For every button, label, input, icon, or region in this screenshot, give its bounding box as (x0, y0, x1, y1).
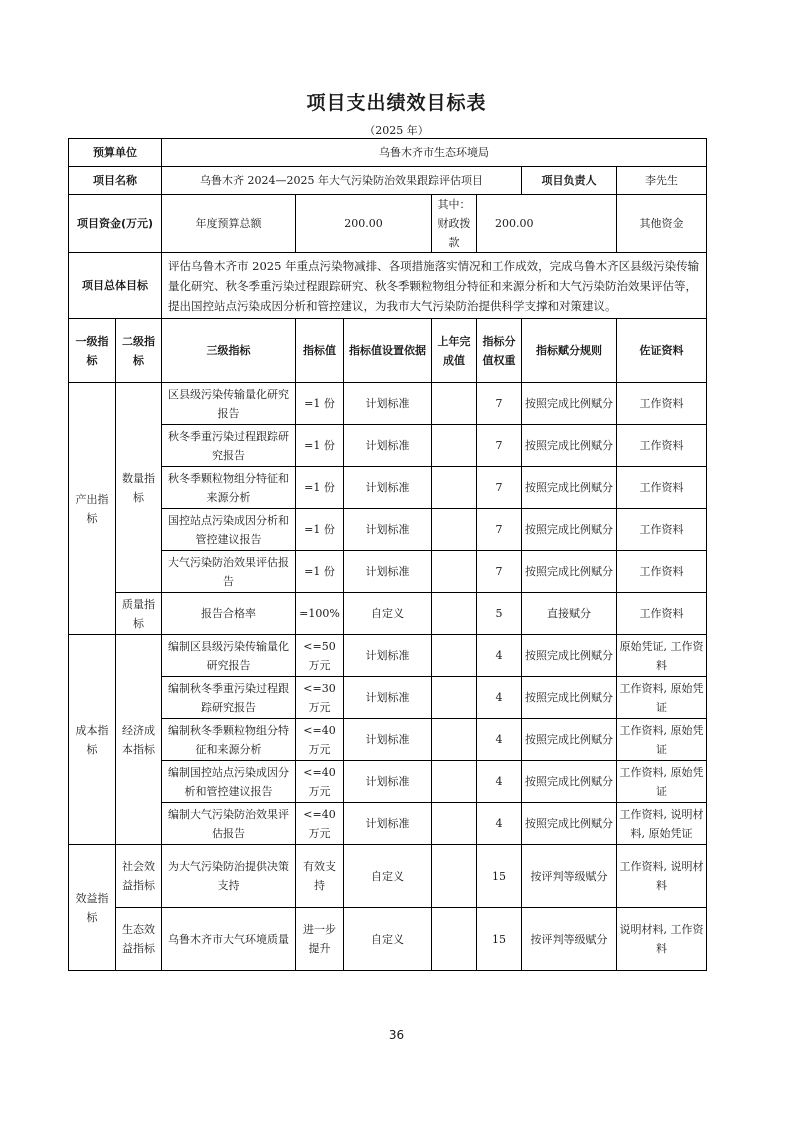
header-basis: 指标值设置依据 (344, 319, 432, 383)
funds-row (69, 195, 707, 253)
row-evidence: 说明材料, 工作资料 (617, 908, 707, 971)
unit-value: 乌鲁木齐市生态环境局 (162, 139, 707, 167)
row-basis: 计划标准 (344, 509, 432, 551)
table-row (69, 677, 707, 719)
subgroup-eco: 生态效益指标 (116, 908, 162, 971)
unit-row (69, 139, 707, 167)
row-last (432, 719, 477, 761)
page-number: 36 (388, 1028, 405, 1042)
table-row (69, 551, 707, 593)
row-indicator: 编制区县级污染传输量化研究报告 (162, 635, 296, 677)
header-last-year: 上年完成值 (432, 319, 477, 383)
row-evidence: 工作资料, 原始凭证 (617, 719, 707, 761)
row-last (432, 425, 477, 467)
row-last (432, 845, 477, 908)
row-evidence: 工作资料, 原始凭证 (617, 677, 707, 719)
table-row (69, 383, 707, 425)
subgroup-quantity: 数量指标 (116, 383, 162, 593)
row-indicator: 区县级污染传输量化研究报告 (162, 383, 296, 425)
row-last (432, 803, 477, 845)
year-label: （2025 年） (364, 124, 429, 137)
row-weight: 4 (477, 677, 522, 719)
table-row (69, 761, 707, 803)
row-weight: 4 (477, 803, 522, 845)
annual-budget-value: 200.00 (296, 195, 432, 253)
row-indicator: 乌鲁木齐市大气环境质量 (162, 908, 296, 971)
row-value: <=40 万元 (296, 761, 344, 803)
row-last (432, 635, 477, 677)
row-value: 有效支持 (296, 845, 344, 908)
header-evidence: 佐证资料 (617, 319, 707, 383)
row-value: <=30 万元 (296, 677, 344, 719)
row-indicator: 编制秋冬季颗粒物组分特征和来源分析 (162, 719, 296, 761)
row-last (432, 383, 477, 425)
row-indicator: 为大气污染防治提供决策支持 (162, 845, 296, 908)
row-basis: 计划标准 (344, 635, 432, 677)
row-rule: 按照完成比例赋分 (522, 383, 617, 425)
funds-label: 项目资金(万元) (69, 195, 162, 253)
performance-table (68, 138, 707, 971)
row-indicator: 编制大气污染防治效果评估报告 (162, 803, 296, 845)
unit-label: 预算单位 (69, 139, 162, 167)
row-evidence: 工作资料, 说明材料, 原始凭证 (617, 803, 707, 845)
row-weight: 4 (477, 719, 522, 761)
row-indicator: 秋冬季重污染过程跟踪研究报告 (162, 425, 296, 467)
row-rule: 按照完成比例赋分 (522, 803, 617, 845)
row-rule: 直接赋分 (522, 593, 617, 635)
row-last (432, 677, 477, 719)
row-evidence: 原始凭证, 工作资料 (617, 635, 707, 677)
row-value: <=40 万元 (296, 719, 344, 761)
header-level2: 二级指标 (116, 319, 162, 383)
fiscal-value: 200.00 (477, 195, 617, 253)
row-weight: 7 (477, 383, 522, 425)
row-value: =1 份 (296, 467, 344, 509)
annual-budget-label: 年度预算总额 (162, 195, 296, 253)
row-indicator: 大气污染防治效果评估报告 (162, 551, 296, 593)
table-row (69, 908, 707, 971)
row-basis: 自定义 (344, 593, 432, 635)
row-rule: 按照完成比例赋分 (522, 635, 617, 677)
row-basis: 自定义 (344, 845, 432, 908)
row-indicator: 国控站点污染成因分析和管控建议报告 (162, 509, 296, 551)
header-level3: 三级指标 (162, 319, 296, 383)
row-basis: 计划标准 (344, 677, 432, 719)
row-rule: 按评判等级赋分 (522, 845, 617, 908)
row-rule: 按评判等级赋分 (522, 908, 617, 971)
row-last (432, 761, 477, 803)
row-evidence: 工作资料 (617, 593, 707, 635)
row-rule: 按照完成比例赋分 (522, 467, 617, 509)
row-value: =1 份 (296, 383, 344, 425)
row-rule: 按照完成比例赋分 (522, 551, 617, 593)
row-weight: 15 (477, 845, 522, 908)
other-funds-cell (617, 195, 707, 253)
project-name-label: 项目名称 (69, 167, 162, 195)
row-rule: 按照完成比例赋分 (522, 761, 617, 803)
row-last (432, 467, 477, 509)
row-weight: 7 (477, 467, 522, 509)
group-output: 产出指标 (69, 383, 116, 635)
table-row (69, 593, 707, 635)
row-basis: 计划标准 (344, 425, 432, 467)
row-value: <=50 万元 (296, 635, 344, 677)
table-row (69, 509, 707, 551)
row-weight: 4 (477, 635, 522, 677)
row-weight: 7 (477, 425, 522, 467)
row-last (432, 908, 477, 971)
row-last (432, 509, 477, 551)
project-name-value: 乌鲁木齐 2024—2025 年大气污染防治效果跟踪评估项目 (162, 167, 522, 195)
table-row (69, 803, 707, 845)
table-row (69, 635, 707, 677)
header-row (69, 319, 707, 383)
table-row (69, 467, 707, 509)
table-row (69, 845, 707, 908)
row-value: <=40 万元 (296, 803, 344, 845)
leader-value: 李先生 (617, 167, 707, 195)
row-last (432, 551, 477, 593)
row-rule: 按照完成比例赋分 (522, 509, 617, 551)
row-weight: 7 (477, 551, 522, 593)
row-value: =1 份 (296, 425, 344, 467)
subgroup-quality: 质量指标 (116, 593, 162, 635)
row-indicator: 秋冬季颗粒物组分特征和来源分析 (162, 467, 296, 509)
row-indicator: 编制国控站点污染成因分析和管控建议报告 (162, 761, 296, 803)
fiscal-label: 其中：财政拨款 (432, 195, 477, 253)
row-weight: 5 (477, 593, 522, 635)
row-basis: 计划标准 (344, 383, 432, 425)
header-value: 指标值 (296, 319, 344, 383)
header-level1: 一级指标 (69, 319, 116, 383)
leader-label: 项目负责人 (522, 167, 617, 195)
row-basis: 计划标准 (344, 551, 432, 593)
group-cost: 成本指标 (69, 635, 116, 845)
row-value: =1 份 (296, 509, 344, 551)
table-row (69, 425, 707, 467)
row-evidence: 工作资料, 原始凭证 (617, 761, 707, 803)
group-benefit: 效益指标 (69, 845, 116, 971)
project-row (69, 167, 707, 195)
table-row (69, 719, 707, 761)
row-basis: 自定义 (344, 908, 432, 971)
row-weight: 7 (477, 509, 522, 551)
row-basis: 计划标准 (344, 803, 432, 845)
goal-text: 评估乌鲁木齐市 2025 年重点污染物减排、各项措施落实情况和工作成效，完成乌鲁木齐区县级污染传输量化研究、秋冬季重污染过程跟踪研究、秋冬季颗粒物组分特征和来源分析和大气污染防治效果评估等，提出国控站点污染成因分析和管控建议，为我市大气污染防治提供科学支撑和对策建议。 (162, 253, 707, 319)
row-rule: 按照完成比例赋分 (522, 719, 617, 761)
row-rule: 按照完成比例赋分 (522, 425, 617, 467)
row-last (432, 593, 477, 635)
row-evidence: 工作资料 (617, 551, 707, 593)
goal-label: 项目总体目标 (69, 253, 162, 319)
header-rule: 指标赋分规则 (522, 319, 617, 383)
row-indicator: 编制秋冬季重污染过程跟踪研究报告 (162, 677, 296, 719)
subgroup-social: 社会效益指标 (116, 845, 162, 908)
row-value: =1 份 (296, 551, 344, 593)
row-evidence: 工作资料 (617, 383, 707, 425)
row-basis: 计划标准 (344, 467, 432, 509)
row-evidence: 工作资料, 说明材料 (617, 845, 707, 908)
row-basis: 计划标准 (344, 719, 432, 761)
header-weight: 指标分值权重 (477, 319, 522, 383)
subgroup-economic: 经济成本指标 (116, 635, 162, 845)
row-weight: 4 (477, 761, 522, 803)
row-evidence: 工作资料 (617, 467, 707, 509)
page-title: 项目支出绩效目标表 (306, 92, 487, 114)
row-value: =100% (296, 593, 344, 635)
row-value: 进一步提升 (296, 908, 344, 971)
row-weight: 15 (477, 908, 522, 971)
goal-row (69, 253, 707, 319)
row-rule: 按照完成比例赋分 (522, 677, 617, 719)
row-indicator: 报告合格率 (162, 593, 296, 635)
row-basis: 计划标准 (344, 761, 432, 803)
row-evidence: 工作资料 (617, 425, 707, 467)
row-evidence: 工作资料 (617, 509, 707, 551)
other-funds-label: 其他资金 (639, 217, 684, 230)
